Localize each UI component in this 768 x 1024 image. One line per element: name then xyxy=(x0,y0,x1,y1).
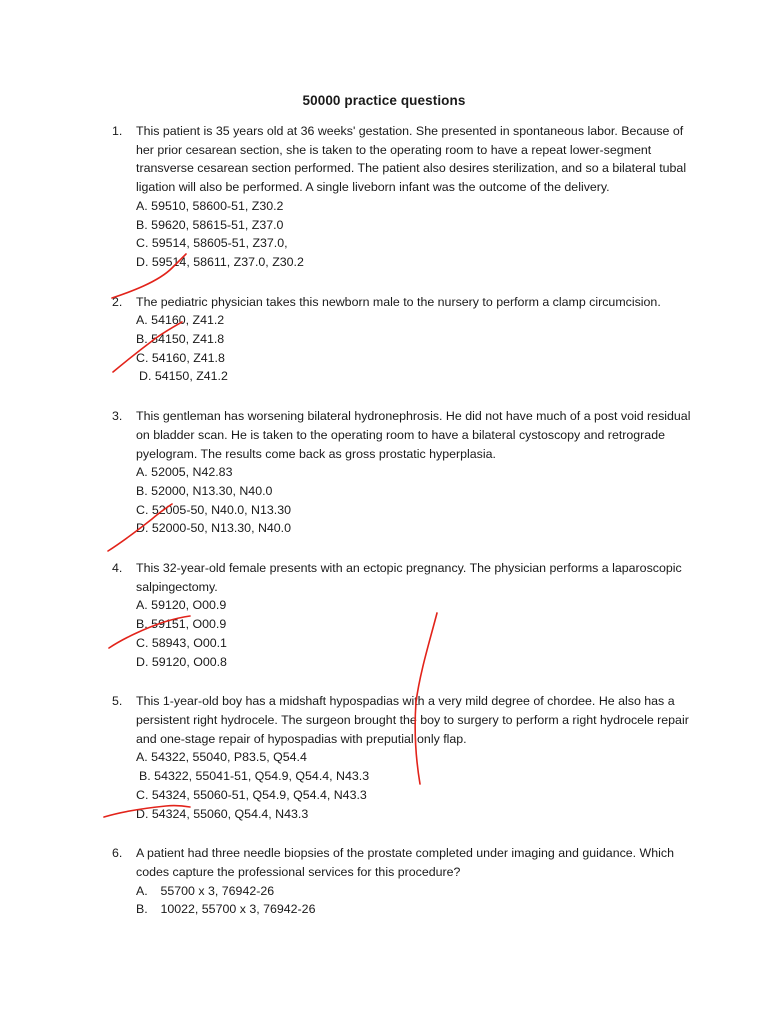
option-codes: 59120, O00.8 xyxy=(151,654,227,669)
question-list xyxy=(112,122,692,940)
option-letter: C. xyxy=(136,787,149,802)
answer-option-b[interactable] xyxy=(136,482,692,501)
question-4 xyxy=(112,559,692,671)
answer-option-b[interactable] xyxy=(136,615,692,634)
option-codes: 54160, Z41.2 xyxy=(151,313,225,328)
option-letter: A. xyxy=(136,313,148,328)
answer-options xyxy=(136,596,692,671)
option-letter: A. xyxy=(136,598,148,613)
answer-options xyxy=(136,197,692,272)
answer-option-d[interactable] xyxy=(136,253,692,272)
question-number: 3. xyxy=(112,409,123,424)
option-letter: A. xyxy=(136,750,148,765)
option-letter: D. xyxy=(139,369,152,384)
answer-option-b[interactable] xyxy=(136,900,692,919)
option-letter: D. xyxy=(136,254,149,269)
answer-option-c[interactable] xyxy=(136,501,692,520)
option-codes: 54150, Z41.8 xyxy=(151,332,225,347)
option-codes: 59514, 58605-51, Z37.0, xyxy=(151,236,288,251)
option-codes: 52005, N42.83 xyxy=(151,465,233,480)
option-codes: 54322, 55040, P83.5, Q54.4 xyxy=(151,750,307,765)
option-letter: B. xyxy=(139,769,151,784)
option-letter: B. xyxy=(136,617,148,632)
answer-option-c[interactable] xyxy=(136,234,692,253)
question-number: 1. xyxy=(112,124,123,138)
answer-option-a[interactable] xyxy=(136,748,692,767)
option-codes: 54322, 55041-51, Q54.9, Q54.4, N43.3 xyxy=(154,769,370,784)
option-letter: C. xyxy=(136,350,149,365)
question-6 xyxy=(112,844,692,919)
answer-option-b[interactable] xyxy=(136,330,692,349)
option-codes: 59120, O00.9 xyxy=(151,598,227,613)
option-codes: 52000, N13.30, N40.0 xyxy=(151,483,273,498)
answer-options xyxy=(136,463,692,538)
question-1 xyxy=(112,122,692,272)
document-title: 50000 practice questions xyxy=(302,93,466,108)
option-codes: 54324, 55060, Q54.4, N43.3 xyxy=(151,806,309,821)
answer-option-a[interactable] xyxy=(136,596,692,615)
option-letter: A. xyxy=(136,465,148,480)
answer-option-c[interactable] xyxy=(136,634,692,653)
question-number: 2. xyxy=(112,294,123,309)
answer-option-b[interactable] xyxy=(136,216,692,235)
option-letter: C. xyxy=(136,502,149,517)
option-codes: 59514, 58611, Z37.0, Z30.2 xyxy=(151,254,304,269)
answer-option-a[interactable] xyxy=(136,882,692,901)
question-number: 6. xyxy=(112,846,123,861)
question-text: The pediatric physician takes this newborn male to the nursery to perform a clamp circumcision. xyxy=(136,294,661,309)
option-letter: B. xyxy=(136,902,148,917)
answer-option-c[interactable] xyxy=(136,349,692,368)
answer-options xyxy=(136,882,692,919)
option-codes: 55700 x 3, 76942-26 xyxy=(160,883,275,898)
answer-option-c[interactable] xyxy=(136,786,692,805)
question-number: 5. xyxy=(112,694,123,709)
answer-option-a[interactable] xyxy=(136,463,692,482)
option-letter: D. xyxy=(136,806,149,821)
option-codes: 59620, 58615-51, Z37.0 xyxy=(151,217,284,232)
option-letter: C. xyxy=(136,236,149,251)
question-text: This 1-year-old boy has a midshaft hypospadias with a very mild degree of chordee. He also has a persistent right hydrocele. The surgeon brought the boy to surgery to perform a right hydrocele repair and one-stage repair of hypospadias with preputial only flap. xyxy=(136,694,689,746)
option-letter: A. xyxy=(136,198,148,213)
option-codes: 59151, O00.9 xyxy=(151,617,227,632)
question-text: A patient had three needle biopsies of the prostate completed under imaging and guidance. Which codes capture the professional services for this procedure? xyxy=(136,846,674,879)
question-3 xyxy=(112,407,692,538)
answer-option-d[interactable] xyxy=(136,367,692,386)
option-letter: D. xyxy=(136,654,149,669)
option-codes: 54160, Z41.8 xyxy=(151,350,225,365)
question-text: This 32-year-old female presents with an ectopic pregnancy. The physician performs a laparoscopic salpingectomy. xyxy=(136,561,682,594)
answer-option-a[interactable] xyxy=(136,311,692,330)
option-letter: B. xyxy=(136,332,148,347)
answer-options xyxy=(136,311,692,386)
answer-option-a[interactable] xyxy=(136,197,692,216)
question-number: 4. xyxy=(112,561,123,576)
option-letter: A. xyxy=(136,883,148,898)
answer-option-d[interactable] xyxy=(136,519,692,538)
question-text: This gentleman has worsening bilateral hydronephrosis. He did not have much of a post void residual on bladder scan. He is taken to the operating room to have a bilateral cystoscopy and retrograde pyelogram. The results come back as gross prostatic hyperplasia. xyxy=(136,409,691,461)
question-5 xyxy=(112,692,692,823)
answer-option-b[interactable] xyxy=(136,767,692,786)
option-letter: B. xyxy=(136,217,148,232)
option-letter: D. xyxy=(136,521,149,536)
option-codes: 54150, Z41.2 xyxy=(154,369,228,384)
option-codes: 10022, 55700 x 3, 76942-26 xyxy=(160,902,316,917)
answer-option-d[interactable] xyxy=(136,653,692,672)
option-codes: 58943, O00.1 xyxy=(151,635,227,650)
option-letter: C. xyxy=(136,635,149,650)
option-codes: 52000-50, N13.30, N40.0 xyxy=(151,521,292,536)
option-codes: 52005-50, N40.0, N13.30 xyxy=(151,502,292,517)
answer-option-d[interactable] xyxy=(136,805,692,824)
question-2 xyxy=(112,293,692,387)
question-text: This patient is 35 years old at 36 weeks' gestation. She presented in spontaneous labor. Because of her prior cesarean section, she is taken to the operating room to have a repeat lower-segment transverse cesarean section performed. The patient also desires sterilization, and so a bilateral tubal ligation will also be performed. A single liveborn infant was the outcome of the delivery. xyxy=(136,124,687,195)
option-codes: 59510, 58600-51, Z30.2 xyxy=(151,198,284,213)
answer-options xyxy=(136,748,692,823)
option-letter: B. xyxy=(136,483,148,498)
option-codes: 54324, 55060-51, Q54.9, Q54.4, N43.3 xyxy=(151,787,367,802)
